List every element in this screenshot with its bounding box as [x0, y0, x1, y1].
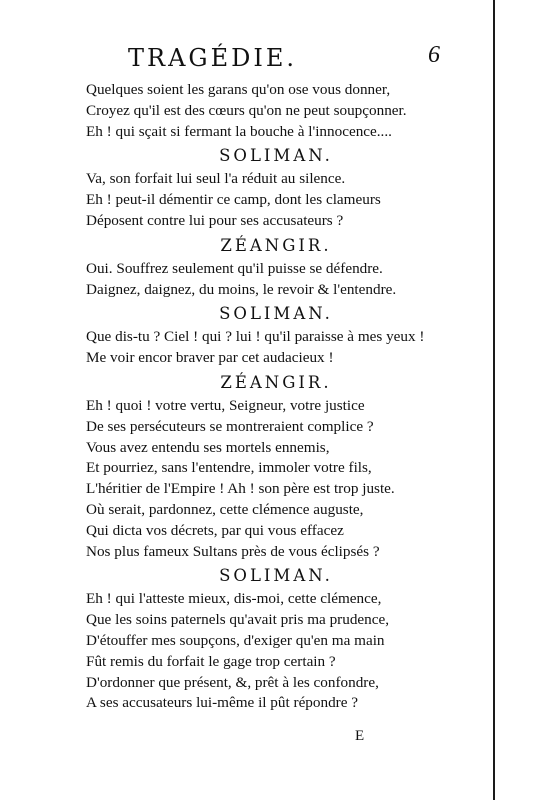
verse-line: Et pourriez, sans l'entendre, immoler votre fils, [86, 459, 372, 477]
verse-line: Qui dicta vos décrets, par qui vous effacez [86, 521, 344, 539]
verse-line: Eh ! peut-il démentir ce camp, dont les clameurs [86, 191, 381, 209]
verse-line: L'héritier de l'Empire ! Ah ! son père est trop juste. [86, 480, 395, 498]
catchword: E [355, 728, 365, 744]
binding-edge-rule [493, 0, 495, 800]
verse-line: Nos plus fameux Sultans près de vous éclipsés ? [86, 542, 380, 560]
verse-line: Où serait, pardonnez, cette clémence auguste, [86, 500, 364, 518]
verse-line: A ses accusateurs lui-même il pût répondre ? [86, 694, 359, 712]
running-head [128, 44, 458, 74]
running-title: TRAGÉDIE. [128, 44, 297, 72]
verse-line: Eh ! qui l'atteste mieux, dis-moi, cette clémence, [86, 590, 382, 608]
speaker-name: ZÉANGIR. [220, 235, 332, 255]
verse-line: Daignez, daignez, du moins, le revoir & l'entendre. [86, 280, 397, 298]
verse-line: Que dis-tu ? Ciel ! qui ? lui ! qu'il paraisse à mes yeux ! [86, 328, 425, 346]
verse-line: Eh ! qui sçait si fermant la bouche à l'innocence.... [86, 122, 392, 140]
verse-line: Déposent contre lui pour ses accusateurs ? [86, 211, 344, 229]
verse-line: Oui. Souffrez seulement qu'il puisse se défendre. [86, 259, 383, 277]
verse-line: Croyez qu'il est des cœurs qu'on ne peut soupçonner. [86, 101, 407, 119]
verse-line: Que les soins paternels qu'avait pris ma prudence, [86, 611, 390, 629]
verse-line: Eh ! quoi ! votre vertu, Seigneur, votre justice [86, 396, 365, 414]
speaker-name: ZÉANGIR. [220, 372, 332, 392]
speaker-name: SOLIMAN. [219, 146, 333, 166]
verse-line: Quelques soient les garans qu'on ose vous donner, [86, 81, 391, 98]
verse-line: De ses persécuteurs se montreraient complice ? [86, 417, 374, 435]
page-number: 6 [428, 42, 440, 68]
dialogue-text [86, 80, 486, 714]
verse-line: D'ordonner que présent, &, prêt à les confondre, [86, 673, 379, 691]
speaker-name: SOLIMAN. [219, 304, 333, 324]
verse-line: Vous avez entendu ses mortels ennemis, [86, 438, 330, 456]
verse-line: D'étouffer mes soupçons, d'exiger qu'en ma main [86, 631, 385, 649]
verse-line: Fût remis du forfait le gage trop certain ? [86, 652, 336, 670]
verse-line: Me voir encor braver par cet audacieux ! [86, 349, 334, 367]
verse-line: Va, son forfait lui seul l'a réduit au silence. [86, 170, 346, 188]
speaker-name: SOLIMAN. [219, 566, 333, 586]
